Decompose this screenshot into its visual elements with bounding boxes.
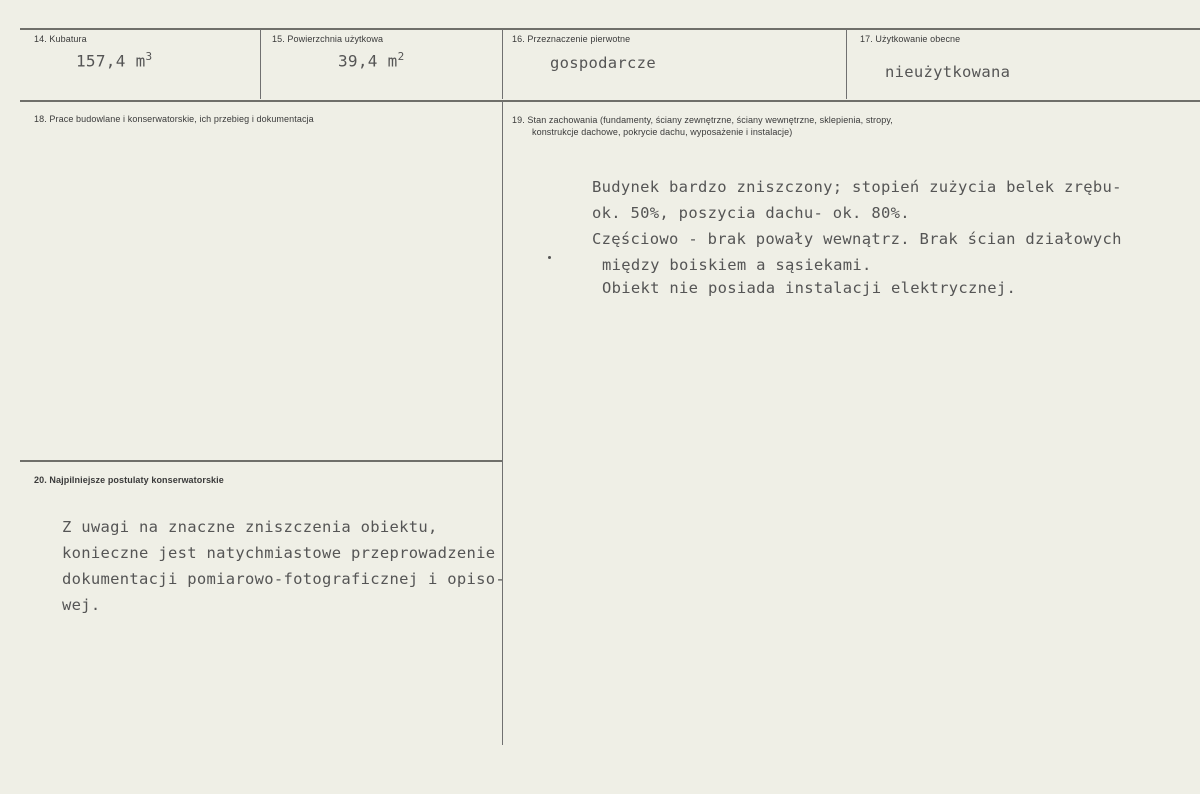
field-14-label: 14. Kubatura — [34, 34, 87, 44]
postulate-line-3: dokumentacji pomiarowo-fotograficznej i opiso- — [62, 570, 506, 588]
divider-16-17 — [846, 29, 847, 99]
top-border — [20, 28, 1200, 30]
area-unit-exponent: 2 — [397, 50, 405, 63]
divider-15-16 — [502, 29, 503, 99]
volume-value: 157,4 m — [76, 51, 146, 71]
field-16-value: gospodarcze — [550, 54, 656, 72]
field-15-label: 15. Powierzchnia użytkowa — [272, 34, 384, 44]
field-18-label: 18. Prace budowlane i konserwatorskie, ich przebieg i dokumentacja — [34, 114, 314, 124]
field-14-value — [76, 50, 152, 70]
field-19-label-line2: konstrukcje dachowe, pokrycie dachu, wyposażenie i instalacje) — [532, 127, 793, 137]
postulate-line-2: konieczne jest natychmiastowe przeprowadzenie — [62, 544, 496, 562]
field-17-label: 17. Użytkowanie obecne — [860, 34, 961, 44]
header-row-border — [20, 100, 1200, 102]
field-20-border — [20, 460, 502, 462]
divider-14-15 — [260, 29, 261, 99]
condition-line-4: między boiskiem a sąsiekami. — [602, 256, 872, 274]
stray-dot — [548, 256, 551, 259]
postulate-line-4: wej. — [62, 596, 101, 614]
field-17-value: nieużytkowana — [885, 63, 1011, 81]
field-16-label: 16. Przeznaczenie pierwotne — [512, 34, 631, 44]
condition-line-3: Częściowo - brak powały wewnątrz. Brak ścian działowych — [592, 230, 1122, 248]
condition-line-1: Budynek bardzo zniszczony; stopień zużycia belek zrębu- — [592, 178, 1122, 196]
postulate-line-1: Z uwagi na znaczne zniszczenia obiektu, — [62, 518, 438, 536]
condition-line-2: ok. 50%, poszycia dachu- ok. 80%. — [592, 204, 910, 222]
area-value: 39,4 m — [338, 51, 398, 71]
field-15-value — [338, 50, 405, 70]
field-20-label: 20. Najpilniejsze postulaty konserwatorskie — [34, 475, 224, 485]
volume-unit-exponent: 3 — [145, 50, 153, 63]
condition-line-5: Obiekt nie posiada instalacji elektrycznej. — [602, 279, 1017, 297]
main-vertical-divider — [502, 101, 503, 745]
field-19-label-line1: 19. Stan zachowania (fundamenty, ściany zewnętrzne, ściany wewnętrzne, sklepienia, stropy, — [512, 115, 893, 125]
